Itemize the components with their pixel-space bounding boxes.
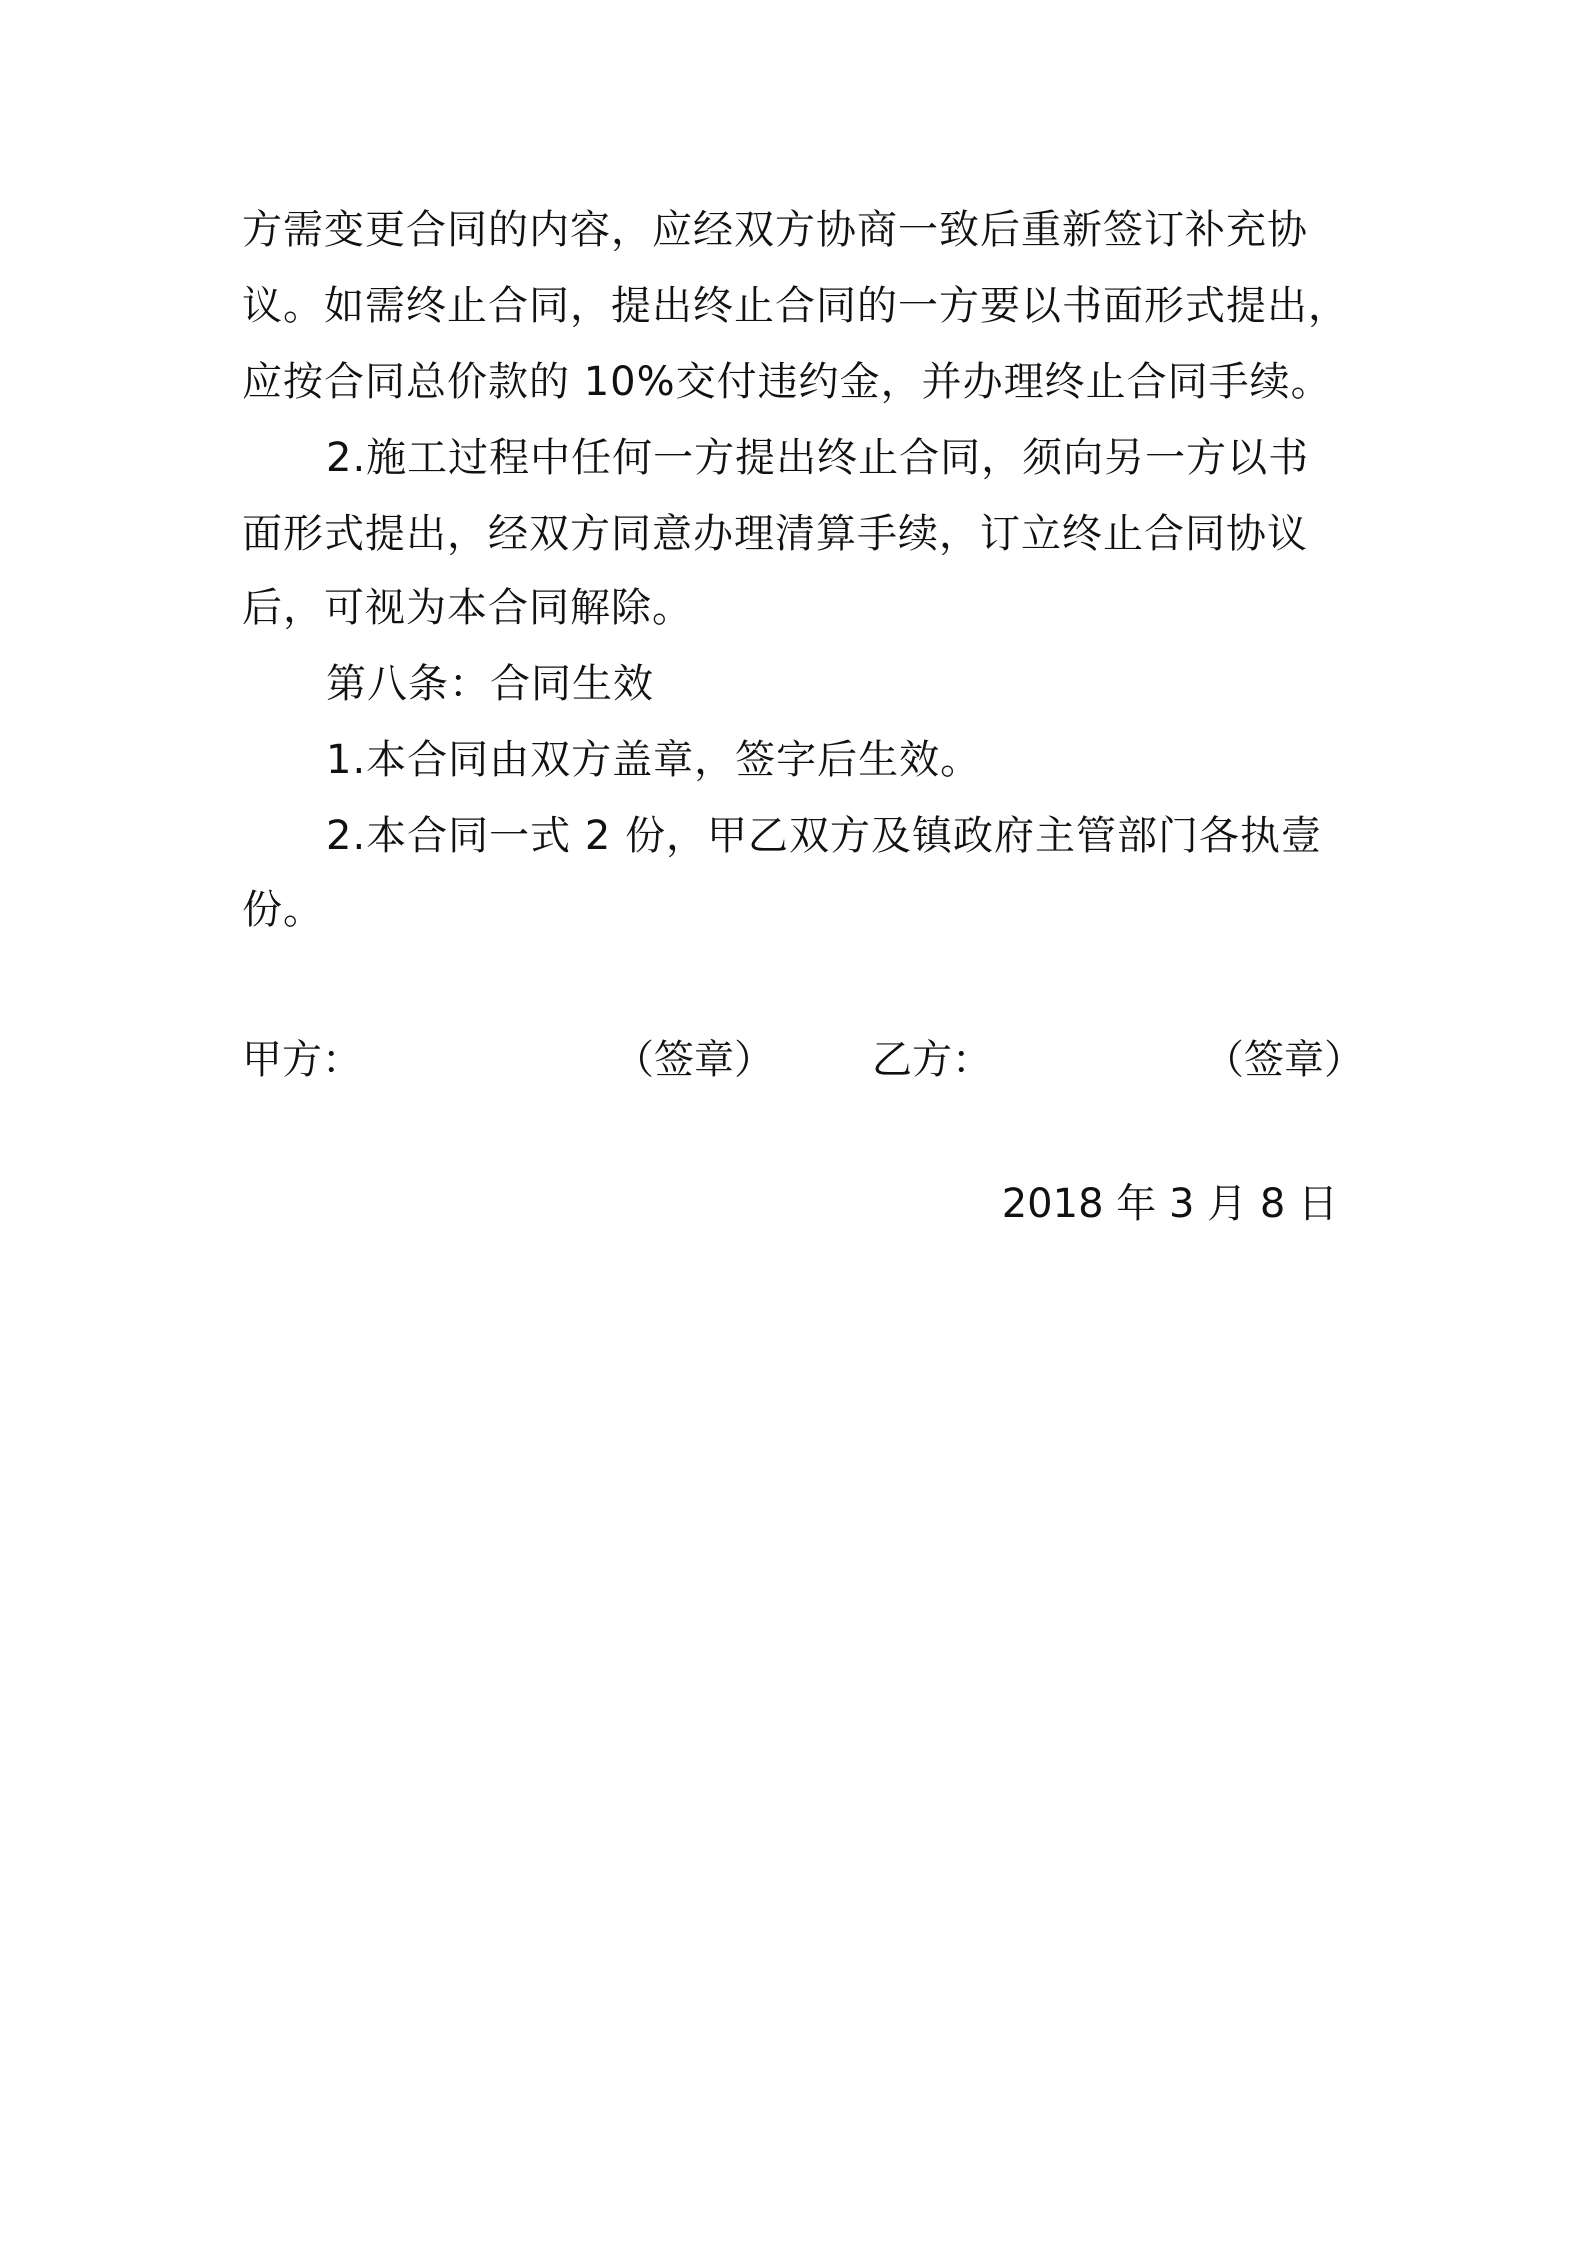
paragraph-line: 议。如需终止合同，提出终止合同的一方要以书面形式提出， [242,283,1349,329]
paragraph-line: 2.本合同一式 2 份，甲乙双方及镇政府主管部门各执壹 [326,813,1323,859]
party-a-seal-label: （签章） [614,1037,774,1083]
paragraph-line: 方需变更合同的内容，应经双方协商一致后重新签订补充协 [242,207,1308,253]
contract-date: 2018 年 3 月 8 日 [1001,1181,1338,1227]
party-b-seal-label: （签章） [1204,1037,1364,1083]
party-a-label: 甲方： [242,1037,362,1083]
paragraph-line: 1.本合同由双方盖章，签字后生效。 [326,737,982,783]
party-b-label: 乙方： [872,1037,992,1083]
paragraph-line: 面形式提出，经双方同意办理清算手续，订立终止合同协议 [242,511,1308,557]
paragraph-line: 2.施工过程中任何一方提出终止合同，须向另一方以书 [326,435,1310,481]
paragraph-line: 份。 [242,887,324,933]
section-heading: 第八条：合同生效 [326,661,654,707]
paragraph-line: 应按合同总价款的 10%交付违约金，并办理终止合同手续。 [242,359,1332,405]
paragraph-line: 后，可视为本合同解除。 [242,585,693,631]
